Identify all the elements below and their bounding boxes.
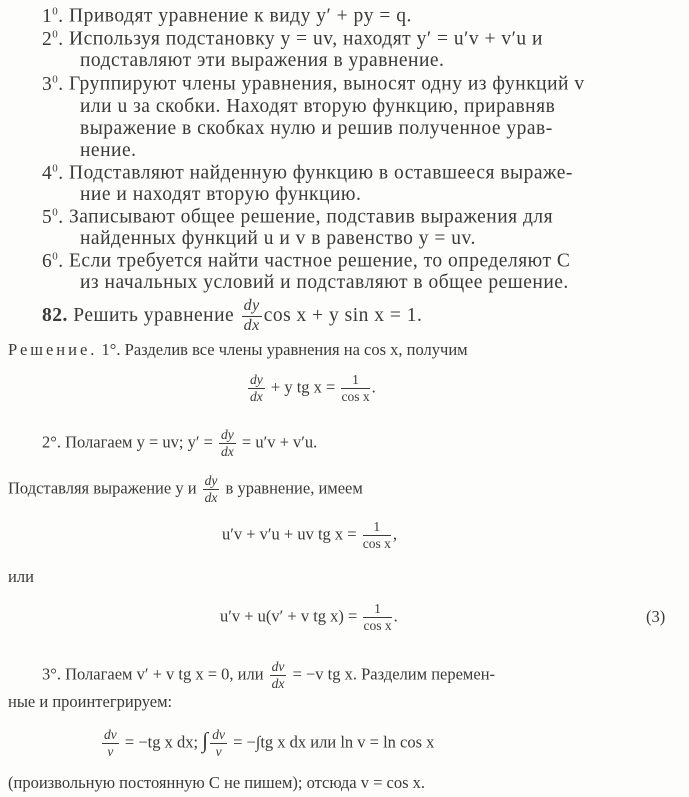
fraction-dv-dx: $\frac{dv}{dx}$	[271, 659, 285, 692]
step-text: Группируют члены уравнения, выносят одну из функций v	[69, 73, 585, 95]
problem-number: 82.	[42, 304, 68, 326]
step-5-cont: найденных функций u и v в равенство y = uv.	[80, 228, 476, 249]
step-1	[42, 6, 412, 26]
step-text: Приводят уравнение к виду y′ + py = q.	[69, 5, 412, 27]
step-number: $4^0$.	[42, 162, 64, 184]
equation-4: $\frac{dv}{v}$ = −tg x dx; ∫ $\frac{dv}{v}$ = −∫tg x dx или ln v = ln cos x	[104, 727, 435, 760]
step-3	[42, 74, 585, 94]
step-6-cont: из начальных условий и подставляют в общее решение.	[80, 272, 569, 293]
step-text: Если требуется найти частное решение, то определяют C	[69, 250, 571, 272]
fraction-dy-dx: $\frac{dy}{dx}$	[250, 372, 263, 405]
step-number: $5^0$.	[42, 206, 64, 228]
substitution-text: Подставляя выражение y и $\frac{dy}{dx}$ в уравнение, имеем	[8, 473, 363, 506]
solution-label: Решение.	[8, 340, 98, 359]
integral-sign: ∫	[202, 727, 209, 753]
step-number: $1^0$.	[42, 5, 64, 27]
solution-last-line: (произвольную постоянную C не пишем); отсюда v = cos x.	[8, 773, 426, 792]
problem-text: Решить уравнение	[73, 304, 235, 326]
step-4	[42, 163, 573, 183]
step-4-cont: ние и находят вторую функцию.	[80, 184, 362, 205]
step-number: $6^0$.	[42, 250, 64, 272]
equation-1: $\frac{dy}{dx}$ + y tg x = $\frac{1}{\text{cos x}}$ .	[250, 372, 376, 405]
step-6	[42, 251, 570, 271]
or-word: или	[8, 567, 34, 586]
solution-step1-text: 1°. Разделив все члены уравнения на cos x, получим	[101, 340, 468, 359]
fraction-1-cosx: $\frac{1}{\text{cos x}}$	[362, 519, 391, 552]
fraction-dv-v: $\frac{dv}{v}$	[212, 727, 225, 760]
fraction-1-cosx: $\frac{1}{\text{cos x}}$	[341, 372, 370, 405]
step-3-cont: выражение в скобках нулю и решив полученное урав-	[80, 118, 553, 139]
step-number: $2^0$.	[42, 28, 64, 50]
fraction-dv-v: $\frac{dv}{v}$	[104, 727, 117, 760]
fraction-dy-dx: $\frac{dy}{dx}$	[243, 297, 260, 334]
solution-intro	[8, 342, 468, 359]
solution-step3: 3°. Полагаем v′ + v tg x = 0, или $\frac{dv}{dx}$ = −v tg x. Разделим перемен-	[42, 659, 496, 692]
equation-number: (3)	[646, 607, 666, 626]
step-5	[42, 207, 553, 227]
problem-statement	[42, 298, 422, 335]
problem-text-end: cos x + y sin x = 1.	[263, 304, 423, 326]
step-3-cont: или u за скобки. Находят вторую функцию, приравняв	[80, 96, 556, 117]
solution-step2: 2°. Полагаем y = uv; y′ = $\frac{dy}{dx}$ = u′v + v′u.	[42, 427, 318, 460]
fraction-dy-dx: $\frac{dy}{dx}$	[204, 473, 218, 506]
step-2-cont: подставляют эти выражения в уравнение.	[80, 50, 445, 71]
step-number: $3^0$.	[42, 73, 64, 95]
step-3-cont: нение.	[80, 140, 137, 161]
step-text: Используя подстановку y = uv, находят y′ = u′v + v′u и	[69, 28, 543, 50]
solution-step3-cont: ные и проинтегрируем:	[8, 692, 173, 711]
step-text: Подставляют найденную функцию в оставшееся выраже-	[69, 162, 573, 184]
step-2	[42, 29, 543, 49]
equation-3: u′v + u(v′ + v tg x) = $\frac{1}{\text{cos x}}$ .	[220, 601, 398, 634]
equation-2: u′v + v′u + uv tg x = $\frac{1}{\text{cos x}}$ ,	[222, 519, 398, 552]
fraction-dy-dx: $\frac{dy}{dx}$	[221, 427, 234, 460]
step-text: Записывают общее решение, подставив выражения для	[69, 206, 554, 228]
fraction-1-cosx: $\frac{1}{\text{cos x}}$	[363, 601, 392, 634]
